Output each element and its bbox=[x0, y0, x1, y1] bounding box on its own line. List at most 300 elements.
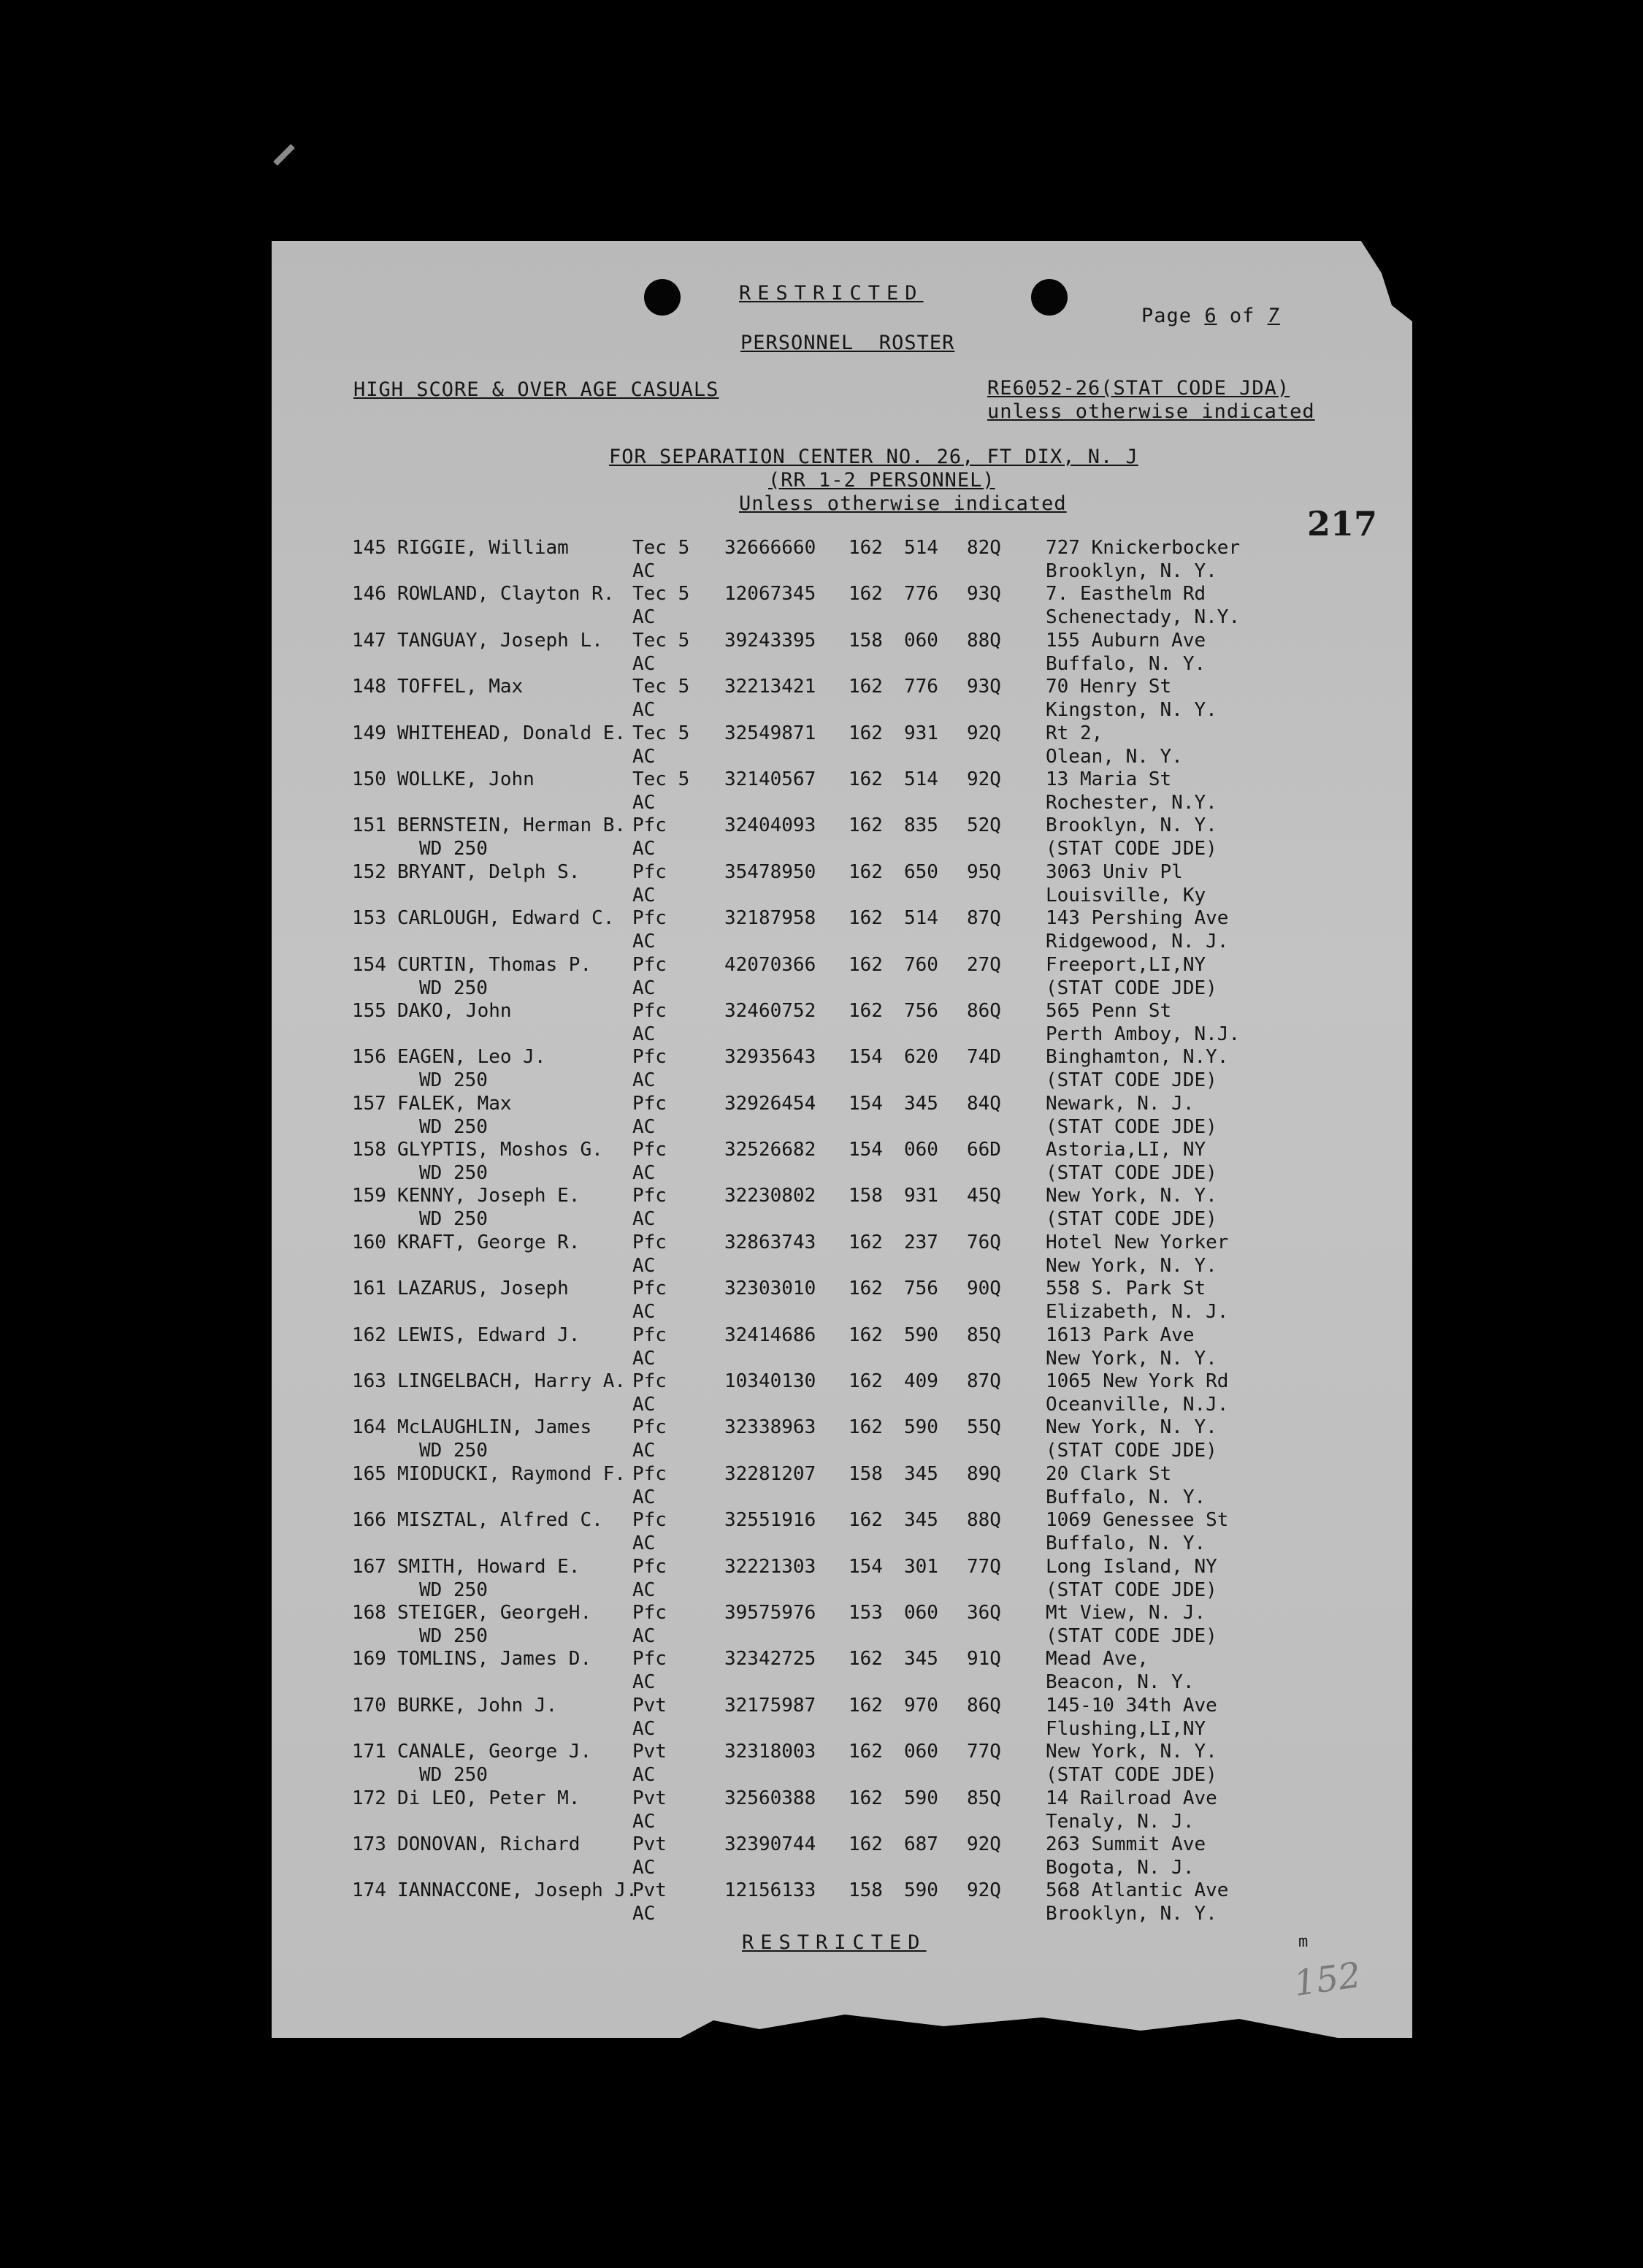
code-a: 162 bbox=[849, 907, 883, 930]
roster-number: 156 bbox=[352, 1046, 386, 1069]
address-line-1: 7. Easthelm Rd bbox=[1046, 583, 1206, 606]
address-line-2: Tenaly, N. J. bbox=[1046, 1810, 1195, 1833]
address-line-1: Astoria,LI, NY bbox=[1046, 1139, 1206, 1161]
address-line-1: 70 Henry St bbox=[1046, 676, 1172, 698]
rank: Tec 5 bbox=[632, 629, 690, 652]
soldier-name: ROWLAND, Clayton R. bbox=[397, 583, 615, 606]
code-c: 27Q bbox=[967, 953, 1001, 976]
address-line-1: 727 Knickerbocker bbox=[1046, 537, 1241, 559]
code-c: 95Q bbox=[967, 860, 1001, 883]
serial-number: 32281207 bbox=[724, 1462, 816, 1485]
code-b: 345 bbox=[904, 1509, 938, 1532]
address-line-1: 3063 Univ Pl bbox=[1046, 860, 1183, 883]
soldier-name: IANNACCONE, Joseph J. bbox=[397, 1879, 637, 1902]
roster-number: 163 bbox=[352, 1370, 386, 1393]
code-c: 36Q bbox=[967, 1601, 1001, 1624]
ac-code: AC bbox=[632, 699, 656, 722]
handwritten-number: 152 bbox=[1291, 1954, 1364, 2005]
ac-code: AC bbox=[632, 791, 656, 814]
wd-note: WD 250 bbox=[419, 1208, 488, 1231]
serial-number: 32935643 bbox=[724, 1046, 816, 1069]
address-line-2: Beacon, N. Y. bbox=[1046, 1671, 1195, 1694]
code-b: 835 bbox=[904, 814, 938, 837]
code-b: 060 bbox=[904, 629, 938, 652]
table-row bbox=[352, 1416, 1403, 1462]
address-line-1: Mt View, N. J. bbox=[1046, 1601, 1206, 1624]
ac-code: AC bbox=[632, 1671, 656, 1694]
code-c: 92Q bbox=[967, 1833, 1001, 1855]
ac-code: AC bbox=[632, 1394, 656, 1416]
code-a: 158 bbox=[849, 1462, 883, 1485]
code-c: 88Q bbox=[967, 629, 1001, 652]
page-stamp: 217 bbox=[1306, 504, 1377, 543]
roster-number: 162 bbox=[352, 1324, 386, 1346]
table-row bbox=[352, 1370, 1403, 1416]
ac-code: AC bbox=[632, 1347, 656, 1370]
address-line-1: 565 Penn St bbox=[1046, 999, 1172, 1022]
address-line-1: 1065 New York Rd bbox=[1046, 1370, 1229, 1393]
roster-number: 154 bbox=[352, 953, 386, 976]
rank: Tec 5 bbox=[632, 583, 690, 606]
code-b: 776 bbox=[904, 583, 938, 606]
code-c: 52Q bbox=[967, 814, 1001, 837]
ac-code: AC bbox=[632, 1903, 656, 1925]
ac-code: AC bbox=[632, 1023, 656, 1045]
rank: Pfc bbox=[632, 814, 667, 837]
code-c: 84Q bbox=[967, 1092, 1001, 1115]
code-b: 756 bbox=[904, 999, 938, 1022]
address-line-1: 145-10 34th Ave bbox=[1046, 1694, 1217, 1717]
soldier-name: WHITEHEAD, Donald E. bbox=[397, 722, 627, 744]
page-label: Page bbox=[1141, 305, 1192, 327]
serial-number: 32551916 bbox=[724, 1509, 816, 1532]
ac-code: AC bbox=[632, 606, 656, 629]
roster-number: 158 bbox=[352, 1139, 386, 1161]
soldier-name: TOFFEL, Max bbox=[397, 676, 524, 698]
soldier-name: BURKE, John J. bbox=[397, 1694, 558, 1717]
soldier-name: LINGELBACH, Harry A. bbox=[397, 1370, 627, 1393]
wd-note: WD 250 bbox=[419, 1440, 488, 1462]
serial-number: 35478950 bbox=[724, 860, 816, 883]
code-a: 162 bbox=[849, 1509, 883, 1532]
roster-number: 166 bbox=[352, 1509, 386, 1532]
punch-hole-right bbox=[1031, 279, 1068, 316]
ac-code: AC bbox=[632, 1578, 656, 1601]
roster-number: 146 bbox=[352, 583, 386, 606]
address-line-2: Louisville, Ky bbox=[1046, 884, 1206, 906]
ac-code: AC bbox=[632, 1486, 656, 1508]
serial-number: 32460752 bbox=[724, 999, 816, 1022]
stat-code-note: unless otherwise indicated bbox=[987, 400, 1315, 423]
roster-number: 171 bbox=[352, 1741, 386, 1763]
serial-number: 32863743 bbox=[724, 1231, 816, 1253]
code-b: 060 bbox=[904, 1601, 938, 1624]
serial-number: 32221303 bbox=[724, 1555, 816, 1578]
address-line-1: 143 Pershing Ave bbox=[1046, 907, 1229, 930]
roster-number: 151 bbox=[352, 814, 386, 837]
table-row bbox=[352, 583, 1403, 629]
roster-number: 160 bbox=[352, 1231, 386, 1253]
rank: Pfc bbox=[632, 1139, 667, 1161]
address-line-2: Schenectady, N.Y. bbox=[1046, 606, 1241, 629]
code-a: 162 bbox=[849, 1787, 883, 1809]
roster-number: 152 bbox=[352, 860, 386, 883]
code-c: 45Q bbox=[967, 1185, 1001, 1207]
soldier-name: LEWIS, Edward J. bbox=[397, 1324, 581, 1346]
roster-number: 170 bbox=[352, 1694, 386, 1717]
ac-code: AC bbox=[632, 1764, 656, 1787]
soldier-name: DONOVAN, Richard bbox=[397, 1833, 581, 1855]
soldier-name: GLYPTIS, Moshos G. bbox=[397, 1139, 603, 1161]
soldier-name: BRYANT, Delph S. bbox=[397, 860, 581, 883]
address-line-2: Rochester, N.Y. bbox=[1046, 791, 1217, 814]
rank: Pfc bbox=[632, 1092, 667, 1115]
document-page bbox=[272, 241, 1412, 2038]
address-line-2: Buffalo, N. Y. bbox=[1046, 1532, 1206, 1555]
address-line-1: New York, N. Y. bbox=[1046, 1741, 1217, 1763]
soldier-name: CANALE, George J. bbox=[397, 1741, 592, 1763]
soldier-name: McLAUGHLIN, James bbox=[397, 1416, 592, 1439]
serial-number: 32230802 bbox=[724, 1185, 816, 1207]
page-of: of bbox=[1229, 305, 1255, 327]
soldier-name: BERNSTEIN, Herman B. bbox=[397, 814, 627, 837]
table-row bbox=[352, 1185, 1403, 1231]
address-line-2: (STAT CODE JDE) bbox=[1046, 977, 1217, 999]
table-row bbox=[352, 1879, 1403, 1925]
table-row bbox=[352, 1278, 1403, 1324]
rank: Tec 5 bbox=[632, 537, 690, 559]
rank: Tec 5 bbox=[632, 676, 690, 698]
code-a: 153 bbox=[849, 1601, 883, 1624]
rank: Tec 5 bbox=[632, 722, 690, 744]
address-line-2: Buffalo, N. Y. bbox=[1046, 652, 1206, 675]
address-line-1: 1613 Park Ave bbox=[1046, 1324, 1195, 1346]
table-row bbox=[352, 1463, 1403, 1509]
code-b: 970 bbox=[904, 1694, 938, 1717]
rank: Pfc bbox=[632, 1231, 667, 1253]
code-b: 590 bbox=[904, 1787, 938, 1809]
ac-code: AC bbox=[632, 1532, 656, 1555]
serial-number: 32390744 bbox=[724, 1833, 816, 1855]
wd-note: WD 250 bbox=[419, 977, 488, 999]
code-b: 345 bbox=[904, 1462, 938, 1485]
torn-bottom bbox=[681, 2009, 1338, 2038]
code-a: 162 bbox=[849, 768, 883, 790]
address-line-1: Hotel New Yorker bbox=[1046, 1231, 1229, 1253]
serial-number: 32338963 bbox=[724, 1416, 816, 1439]
code-c: 93Q bbox=[967, 583, 1001, 606]
code-c: 85Q bbox=[967, 1324, 1001, 1346]
ac-code: AC bbox=[632, 1254, 656, 1277]
code-b: 237 bbox=[904, 1231, 938, 1253]
table-row bbox=[352, 907, 1403, 953]
page-current: 6 bbox=[1204, 305, 1217, 327]
code-a: 162 bbox=[849, 722, 883, 744]
rank: Pvt bbox=[632, 1879, 667, 1902]
roster-number: 147 bbox=[352, 629, 386, 652]
roster-number: 157 bbox=[352, 1092, 386, 1115]
code-c: 74D bbox=[967, 1046, 1001, 1069]
code-c: 85Q bbox=[967, 1787, 1001, 1809]
code-a: 154 bbox=[849, 1092, 883, 1115]
stat-code: RE6052-26(STAT CODE JDA) bbox=[987, 377, 1290, 400]
code-a: 162 bbox=[849, 1324, 883, 1346]
address-line-2: (STAT CODE JDE) bbox=[1046, 1162, 1217, 1185]
rank: Pfc bbox=[632, 999, 667, 1022]
code-a: 162 bbox=[849, 953, 883, 976]
roster-number: 169 bbox=[352, 1648, 386, 1671]
soldier-name: WOLLKE, John bbox=[397, 768, 535, 790]
restricted-footer: RESTRICTED bbox=[742, 1931, 927, 1954]
address-line-1: Freeport,LI,NY bbox=[1046, 953, 1206, 976]
address-line-2: (STAT CODE JDE) bbox=[1046, 1115, 1217, 1138]
serial-number: 32187958 bbox=[724, 907, 816, 930]
rank: Pfc bbox=[632, 1046, 667, 1069]
roster-number: 173 bbox=[352, 1833, 386, 1855]
serial-number: 32175987 bbox=[724, 1694, 816, 1717]
serial-number: 32926454 bbox=[724, 1092, 816, 1115]
address-line-1: 558 S. Park St bbox=[1046, 1278, 1206, 1300]
roster-number: 165 bbox=[352, 1462, 386, 1485]
serial-number: 32303010 bbox=[724, 1278, 816, 1300]
rank: Pfc bbox=[632, 1324, 667, 1346]
code-c: 92Q bbox=[967, 1879, 1001, 1902]
code-b: 756 bbox=[904, 1278, 938, 1300]
soldier-name: LAZARUS, Joseph bbox=[397, 1278, 569, 1300]
code-a: 162 bbox=[849, 1416, 883, 1439]
ac-code: AC bbox=[632, 1208, 656, 1231]
address-line-1: Rt 2, bbox=[1046, 722, 1103, 744]
soldier-name: EAGEN, Leo J. bbox=[397, 1046, 546, 1069]
soldier-name: KENNY, Joseph E. bbox=[397, 1185, 581, 1207]
ac-code: AC bbox=[632, 1624, 656, 1647]
roster-title: PERSONNEL ROSTER bbox=[740, 332, 955, 354]
code-b: 345 bbox=[904, 1092, 938, 1115]
restricted-header: RESTRICTED bbox=[739, 282, 924, 305]
ac-code: AC bbox=[632, 1856, 656, 1879]
code-b: 931 bbox=[904, 722, 938, 744]
roster-number: 172 bbox=[352, 1787, 386, 1809]
table-row bbox=[352, 537, 1403, 583]
table-row bbox=[352, 1093, 1403, 1139]
table-row bbox=[352, 1000, 1403, 1046]
table-row bbox=[352, 814, 1403, 860]
ac-code: AC bbox=[632, 1162, 656, 1185]
wd-note: WD 250 bbox=[419, 1115, 488, 1138]
code-a: 158 bbox=[849, 629, 883, 652]
soldier-name: CARLOUGH, Edward C. bbox=[397, 907, 615, 930]
soldier-name: KRAFT, George R. bbox=[397, 1231, 581, 1253]
address-line-1: Mead Ave, bbox=[1046, 1648, 1149, 1671]
rank: Pfc bbox=[632, 1185, 667, 1207]
address-line-1: Brooklyn, N. Y. bbox=[1046, 814, 1217, 837]
address-line-2: Olean, N. Y. bbox=[1046, 745, 1183, 768]
ac-code: AC bbox=[632, 560, 656, 582]
serial-number: 39243395 bbox=[724, 629, 816, 652]
table-row bbox=[352, 954, 1403, 1000]
address-line-1: 568 Atlantic Ave bbox=[1046, 1879, 1229, 1902]
code-a: 162 bbox=[849, 1278, 883, 1300]
address-line-2: (STAT CODE JDE) bbox=[1046, 1764, 1217, 1787]
address-line-1: New York, N. Y. bbox=[1046, 1416, 1217, 1439]
soldier-name: FALEK, Max bbox=[397, 1092, 512, 1115]
serial-number: 32140567 bbox=[724, 768, 816, 790]
table-row bbox=[352, 722, 1403, 768]
code-b: 687 bbox=[904, 1833, 938, 1855]
address-line-1: Binghamton, N.Y. bbox=[1046, 1046, 1229, 1069]
code-c: 93Q bbox=[967, 676, 1001, 698]
code-a: 162 bbox=[849, 860, 883, 883]
serial-number: 39575976 bbox=[724, 1601, 816, 1624]
serial-number: 32666660 bbox=[724, 537, 816, 559]
address-line-1: 20 Clark St bbox=[1046, 1462, 1172, 1485]
roster-number: 161 bbox=[352, 1278, 386, 1300]
table-row bbox=[352, 1648, 1403, 1694]
rank: Pvt bbox=[632, 1741, 667, 1763]
table-row bbox=[352, 1787, 1403, 1833]
address-line-2: (STAT CODE JDE) bbox=[1046, 1578, 1217, 1601]
rank: Pvt bbox=[632, 1833, 667, 1855]
page-total: 7 bbox=[1267, 305, 1280, 327]
code-b: 590 bbox=[904, 1879, 938, 1902]
serial-number: 32404093 bbox=[724, 814, 816, 837]
soldier-name: MIODUCKI, Raymond F. bbox=[397, 1462, 627, 1485]
code-c: 87Q bbox=[967, 907, 1001, 930]
code-b: 301 bbox=[904, 1555, 938, 1578]
code-a: 162 bbox=[849, 999, 883, 1022]
personnel-group: (RR 1-2 PERSONNEL) bbox=[768, 469, 995, 492]
roster-number: 145 bbox=[352, 537, 386, 559]
rank: Pfc bbox=[632, 1416, 667, 1439]
address-line-2: (STAT CODE JDE) bbox=[1046, 1624, 1217, 1647]
code-a: 162 bbox=[849, 583, 883, 606]
code-b: 345 bbox=[904, 1648, 938, 1671]
ac-code: AC bbox=[632, 745, 656, 768]
table-row bbox=[352, 1139, 1403, 1185]
scan-artifact bbox=[273, 144, 295, 166]
wd-note: WD 250 bbox=[419, 1764, 488, 1787]
soldier-name: MISZTAL, Alfred C. bbox=[397, 1509, 603, 1532]
code-a: 162 bbox=[849, 537, 883, 559]
roster-number: 148 bbox=[352, 676, 386, 698]
address-line-1: 14 Railroad Ave bbox=[1046, 1787, 1217, 1809]
address-line-1: 263 Summit Ave bbox=[1046, 1833, 1206, 1855]
roster-number: 159 bbox=[352, 1185, 386, 1207]
rank: Pfc bbox=[632, 1648, 667, 1671]
serial-number: 32342725 bbox=[724, 1648, 816, 1671]
address-line-1: 13 Maria St bbox=[1046, 768, 1172, 790]
address-line-1: Newark, N. J. bbox=[1046, 1092, 1195, 1115]
rank: Tec 5 bbox=[632, 768, 690, 790]
serial-number: 32414686 bbox=[724, 1324, 816, 1346]
code-a: 162 bbox=[849, 1694, 883, 1717]
wd-note: WD 250 bbox=[419, 1162, 488, 1185]
address-line-2: Bogota, N. J. bbox=[1046, 1856, 1195, 1879]
roster-number: 174 bbox=[352, 1879, 386, 1902]
table-row bbox=[352, 1509, 1403, 1555]
table-row bbox=[352, 1741, 1403, 1787]
address-line-2: New York, N. Y. bbox=[1046, 1347, 1217, 1370]
serial-number: 32549871 bbox=[724, 722, 816, 744]
code-b: 931 bbox=[904, 1185, 938, 1207]
roster-number: 168 bbox=[352, 1601, 386, 1624]
serial-number: 32560388 bbox=[724, 1787, 816, 1809]
code-c: 66D bbox=[967, 1139, 1001, 1161]
code-c: 86Q bbox=[967, 999, 1001, 1022]
address-line-2: New York, N. Y. bbox=[1046, 1254, 1217, 1277]
rank: Pfc bbox=[632, 1509, 667, 1532]
table-row bbox=[352, 630, 1403, 676]
rank: Pfc bbox=[632, 1462, 667, 1485]
address-line-2: Ridgewood, N. J. bbox=[1046, 931, 1229, 953]
address-line-2: Brooklyn, N. Y. bbox=[1046, 1903, 1217, 1925]
rank: Pfc bbox=[632, 1278, 667, 1300]
page-indicator bbox=[1091, 282, 1280, 350]
code-c: 92Q bbox=[967, 722, 1001, 744]
serial-number: 32318003 bbox=[724, 1741, 816, 1763]
serial-number: 12067345 bbox=[724, 583, 816, 606]
soldier-name: STEIGER, GeorgeH. bbox=[397, 1601, 592, 1624]
table-row bbox=[352, 1833, 1403, 1879]
ac-code: AC bbox=[632, 1069, 656, 1092]
code-a: 162 bbox=[849, 676, 883, 698]
code-a: 162 bbox=[849, 1741, 883, 1763]
personnel-roster bbox=[352, 537, 1403, 1926]
soldier-name: TOMLINS, James D. bbox=[397, 1648, 592, 1671]
code-c: 77Q bbox=[967, 1555, 1001, 1578]
code-a: 162 bbox=[849, 1833, 883, 1855]
table-row bbox=[352, 768, 1403, 814]
rank: Pfc bbox=[632, 953, 667, 976]
roster-number: 155 bbox=[352, 999, 386, 1022]
ac-code: AC bbox=[632, 1115, 656, 1138]
code-b: 590 bbox=[904, 1324, 938, 1346]
ac-code: AC bbox=[632, 931, 656, 953]
address-line-2: Brooklyn, N. Y. bbox=[1046, 560, 1217, 582]
roster-number: 164 bbox=[352, 1416, 386, 1439]
roster-number: 149 bbox=[352, 722, 386, 744]
code-b: 590 bbox=[904, 1416, 938, 1439]
table-row bbox=[352, 676, 1403, 722]
soldier-name: RIGGIE, William bbox=[397, 537, 569, 559]
ac-code: AC bbox=[632, 977, 656, 999]
table-row bbox=[352, 1556, 1403, 1602]
code-a: 162 bbox=[849, 1231, 883, 1253]
address-line-2: Flushing,LI,NY bbox=[1046, 1717, 1206, 1740]
roster-number: 150 bbox=[352, 768, 386, 790]
wd-note: WD 250 bbox=[419, 1624, 488, 1647]
table-row bbox=[352, 1695, 1403, 1741]
soldier-name: CURTIN, Thomas P. bbox=[397, 953, 592, 976]
rank: Pfc bbox=[632, 1370, 667, 1393]
roster-category: HIGH SCORE & OVER AGE CASUALS bbox=[353, 378, 719, 401]
table-row bbox=[352, 1046, 1403, 1092]
code-c: 55Q bbox=[967, 1416, 1001, 1439]
ac-code: AC bbox=[632, 884, 656, 906]
code-b: 060 bbox=[904, 1741, 938, 1763]
ac-code: AC bbox=[632, 652, 656, 675]
rank: Pfc bbox=[632, 1555, 667, 1578]
address-line-2: (STAT CODE JDE) bbox=[1046, 1208, 1217, 1231]
code-a: 154 bbox=[849, 1555, 883, 1578]
code-a: 162 bbox=[849, 1648, 883, 1671]
table-row bbox=[352, 861, 1403, 907]
code-a: 158 bbox=[849, 1185, 883, 1207]
address-line-1: New York, N. Y. bbox=[1046, 1185, 1217, 1207]
code-b: 060 bbox=[904, 1139, 938, 1161]
separation-center: FOR SEPARATION CENTER NO. 26, FT DIX, N. J bbox=[609, 446, 1138, 468]
soldier-name: DAKO, John bbox=[397, 999, 512, 1022]
